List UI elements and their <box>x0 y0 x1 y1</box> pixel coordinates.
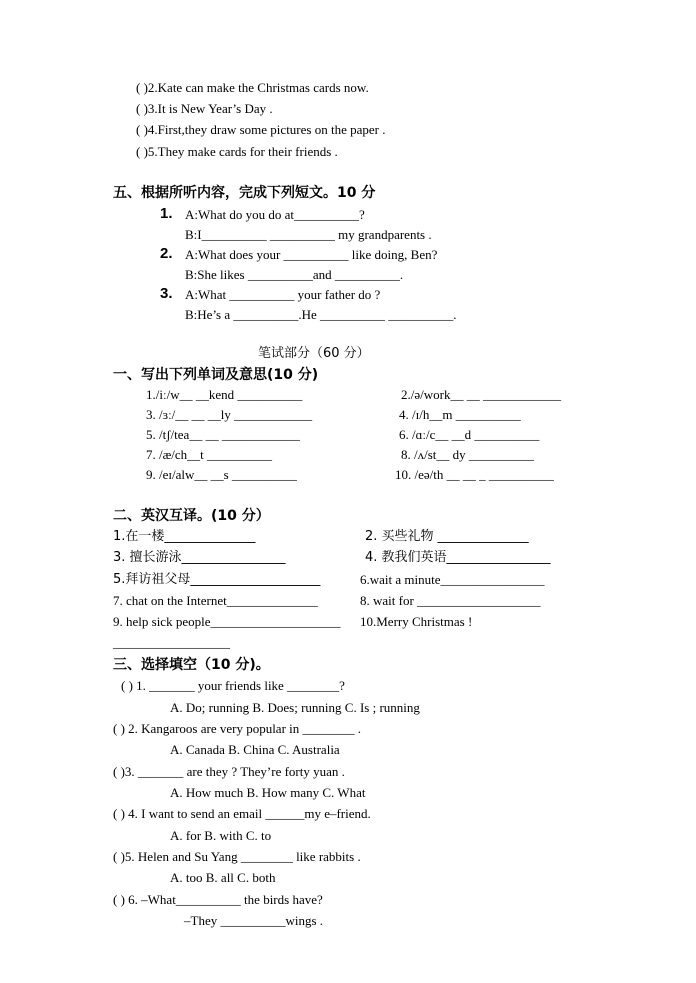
s3-q1-options: A. Do; running B. Does; running C. Is ; running <box>170 700 420 715</box>
s5-item3-a: A:What __________ your father do ? <box>185 287 381 302</box>
s5-item1-b: B:I__________ __________ my grandparents . <box>185 227 432 242</box>
s3-q3: ( )3. _______ are they ? They’re forty yuan . <box>113 764 345 779</box>
tf-item-4: ( )4.First,they draw some pictures on the paper . <box>136 122 386 137</box>
s3-q2: ( ) 2. Kangaroos are very popular in ________ . <box>113 721 362 736</box>
s3-q4: ( ) 4. I want to send an email ______my e–friend. <box>113 806 371 821</box>
s3-q4-options: A. for B. with C. to <box>170 828 272 843</box>
s2-row2-left: 3. 擅长游泳________________ <box>113 550 286 565</box>
s1-left-7: 7. /æ/ch__t __________ <box>146 447 273 462</box>
s1-left-5: 5. /tʃ/tea__ __ ____________ <box>146 427 300 442</box>
s3-q6: ( ) 6. –What__________ the birds have? <box>113 892 323 907</box>
s2-row3-left: 5.拜访祖父母____________________ <box>113 572 321 587</box>
s3-q5: ( )5. Helen and Su Yang ________ like rabbits . <box>113 849 361 864</box>
s2-row5-right: 10.Merry Christmas ! <box>360 614 473 629</box>
s5-item1-a: A:What do you do at__________? <box>185 207 365 222</box>
s1-right-2: 2./ə/work__ __ ____________ <box>401 387 561 402</box>
s3-q3-options: A. How much B. How many C. What <box>170 785 366 800</box>
s2-row4-left: 7. chat on the Internet______________ <box>113 593 318 608</box>
s5-item3-b: B:He’s a __________.He __________ __________. <box>185 307 457 322</box>
s1-left-1: 1./iː/w__ __kend __________ <box>146 387 303 402</box>
s2-row5-left: 9. help sick people____________________ <box>113 614 341 629</box>
s1-left-9: 9. /eɪ/alw__ __s __________ <box>146 467 297 482</box>
tf-item-3: ( )3.It is New Year’s Day . <box>136 101 273 116</box>
s2-row4-right: 8. wait for ___________________ <box>360 593 541 608</box>
s2-trailing-blank: __________________ <box>113 635 230 650</box>
s1-right-4: 4. /ɪ/h__m __________ <box>399 407 521 422</box>
written-part-title: 笔试部分（60 分） <box>258 346 370 361</box>
s1-right-10: 10. /eə/th __ __ _ __________ <box>395 467 554 482</box>
s5-item2-b: B:She likes __________and __________. <box>185 267 404 282</box>
s2-row3-right: 6.wait a minute________________ <box>360 572 545 587</box>
section2-title: 二、英汉互译。(10 分） <box>113 508 270 524</box>
section3-title: 三、选择填空（10 分)。 <box>113 657 270 673</box>
s5-item3-number: 3. <box>160 285 173 302</box>
s1-right-8: 8. /ʌ/st__ dy __________ <box>401 447 534 462</box>
s3-q5-options: A. too B. all C. both <box>170 870 276 885</box>
s2-row1-left: 1.在一楼______________ <box>113 529 256 544</box>
tf-item-2: ( )2.Kate can make the Christmas cards now. <box>136 80 369 95</box>
section1-title: 一、写出下列单词及意思(10 分) <box>113 367 319 383</box>
tf-item-5: ( )5.They make cards for their friends . <box>136 144 338 159</box>
s1-right-6: 6. /ɑː/c__ __d __________ <box>399 427 540 442</box>
s1-left-3: 3. /ɜː/__ __ __ly ____________ <box>146 407 313 422</box>
s2-row1-right: 2. 买些礼物 ______________ <box>365 529 529 544</box>
s5-item1-number: 1. <box>160 205 173 222</box>
s3-q1: ( ) 1. _______ your friends like ________? <box>121 678 345 693</box>
s5-item2-number: 2. <box>160 245 173 262</box>
s2-row2-right: 4. 教我们英语________________ <box>365 550 551 565</box>
section5-title: 五、根据所听内容，完成下列短文。10 分 <box>113 185 376 201</box>
s5-item2-a: A:What does your __________ like doing, Ben? <box>185 247 438 262</box>
s3-q6-answer-line: –They __________wings . <box>184 913 324 928</box>
s3-q2-options: A. Canada B. China C. Australia <box>170 742 340 757</box>
